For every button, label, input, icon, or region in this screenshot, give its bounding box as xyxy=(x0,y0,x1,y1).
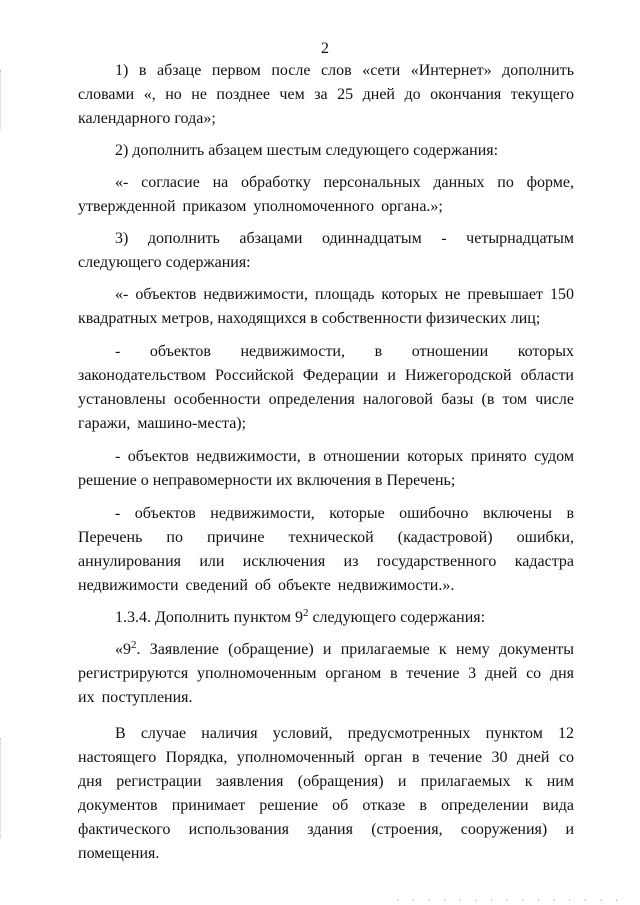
paragraph-objects-court: - объектов недвижимости, в отношении которых принято судом решение о неправомерности их включения в Перечень; xyxy=(78,448,574,489)
paragraph-objects-area: «- объектов недвижимости, площадь которых не превышает 150 квадратных метров, находящихся в собственности физических лиц; xyxy=(78,286,574,327)
left-margin-scan-mark xyxy=(0,738,3,838)
item-9-2-superscript: 2 xyxy=(131,639,137,651)
item-1-3-4-text: 1.3.4. Дополнить пунктом 9 xyxy=(115,609,303,626)
paragraph-item-1-3-4 xyxy=(78,606,574,630)
paragraph-1-2: 2) дополнить абзацем шестым следующего содержания: xyxy=(115,142,499,159)
item-9-2-tail: . Заявление (обращение) и прилагаемые к нему документы регистрируются уполномоченным органом в течение 3 дней со дня их поступления. xyxy=(78,641,574,706)
item-9-2-text: «9 xyxy=(115,641,131,658)
paragraph-objects-tax-base: - объектов недвижимости, в отношении которых законодательством Российской Федерации и Нижегородской области установлены особенности определения налоговой базы (в том числе гаражи, машино-места); xyxy=(78,343,574,432)
item-1-3-4-superscript: 2 xyxy=(302,607,309,619)
paragraph-1-1: 1) в абзаце первом после слов «сети «Интернет» дополнить словами «, но не позднее чем за 25 дней до окончания текущего календарного года»; xyxy=(78,62,574,127)
paragraph-1-3: 3) дополнить абзацами одиннадцатым - четырнадцатым следующего содержания: xyxy=(78,230,574,271)
item-1-3-4-tail: следующего содержания: xyxy=(308,609,486,626)
paragraph-item-9-2 xyxy=(78,638,574,710)
paragraph-consent: «- согласие на обработку персональных данных по форме, утвержденной приказом уполномоченного органа.»; xyxy=(78,174,574,215)
page-number: 2 xyxy=(321,40,329,57)
paragraph-refusal: В случае наличия условий, предусмотренных пунктом 12 настоящего Порядка, уполномоченный орган в течение 30 дней со дня регистрации заявления (обращения) и прилагаемых к ним документов принимает решение об отказе в определении вида фактического использования здания (строения, сооружения) и помещения. xyxy=(78,725,574,862)
paragraph-objects-error: - объектов недвижимости, которые ошибочно включены в Перечень по причине технической (кадастровой) ошибки, аннулирования или исключения из государственного кадастра недвижимости сведений об объекте недвижимости.». xyxy=(78,505,574,594)
document-body xyxy=(78,59,574,866)
left-margin-scan-mark xyxy=(0,70,3,130)
footer-scan-dots: . . . . . . . . . . . . . . . xyxy=(395,894,622,903)
